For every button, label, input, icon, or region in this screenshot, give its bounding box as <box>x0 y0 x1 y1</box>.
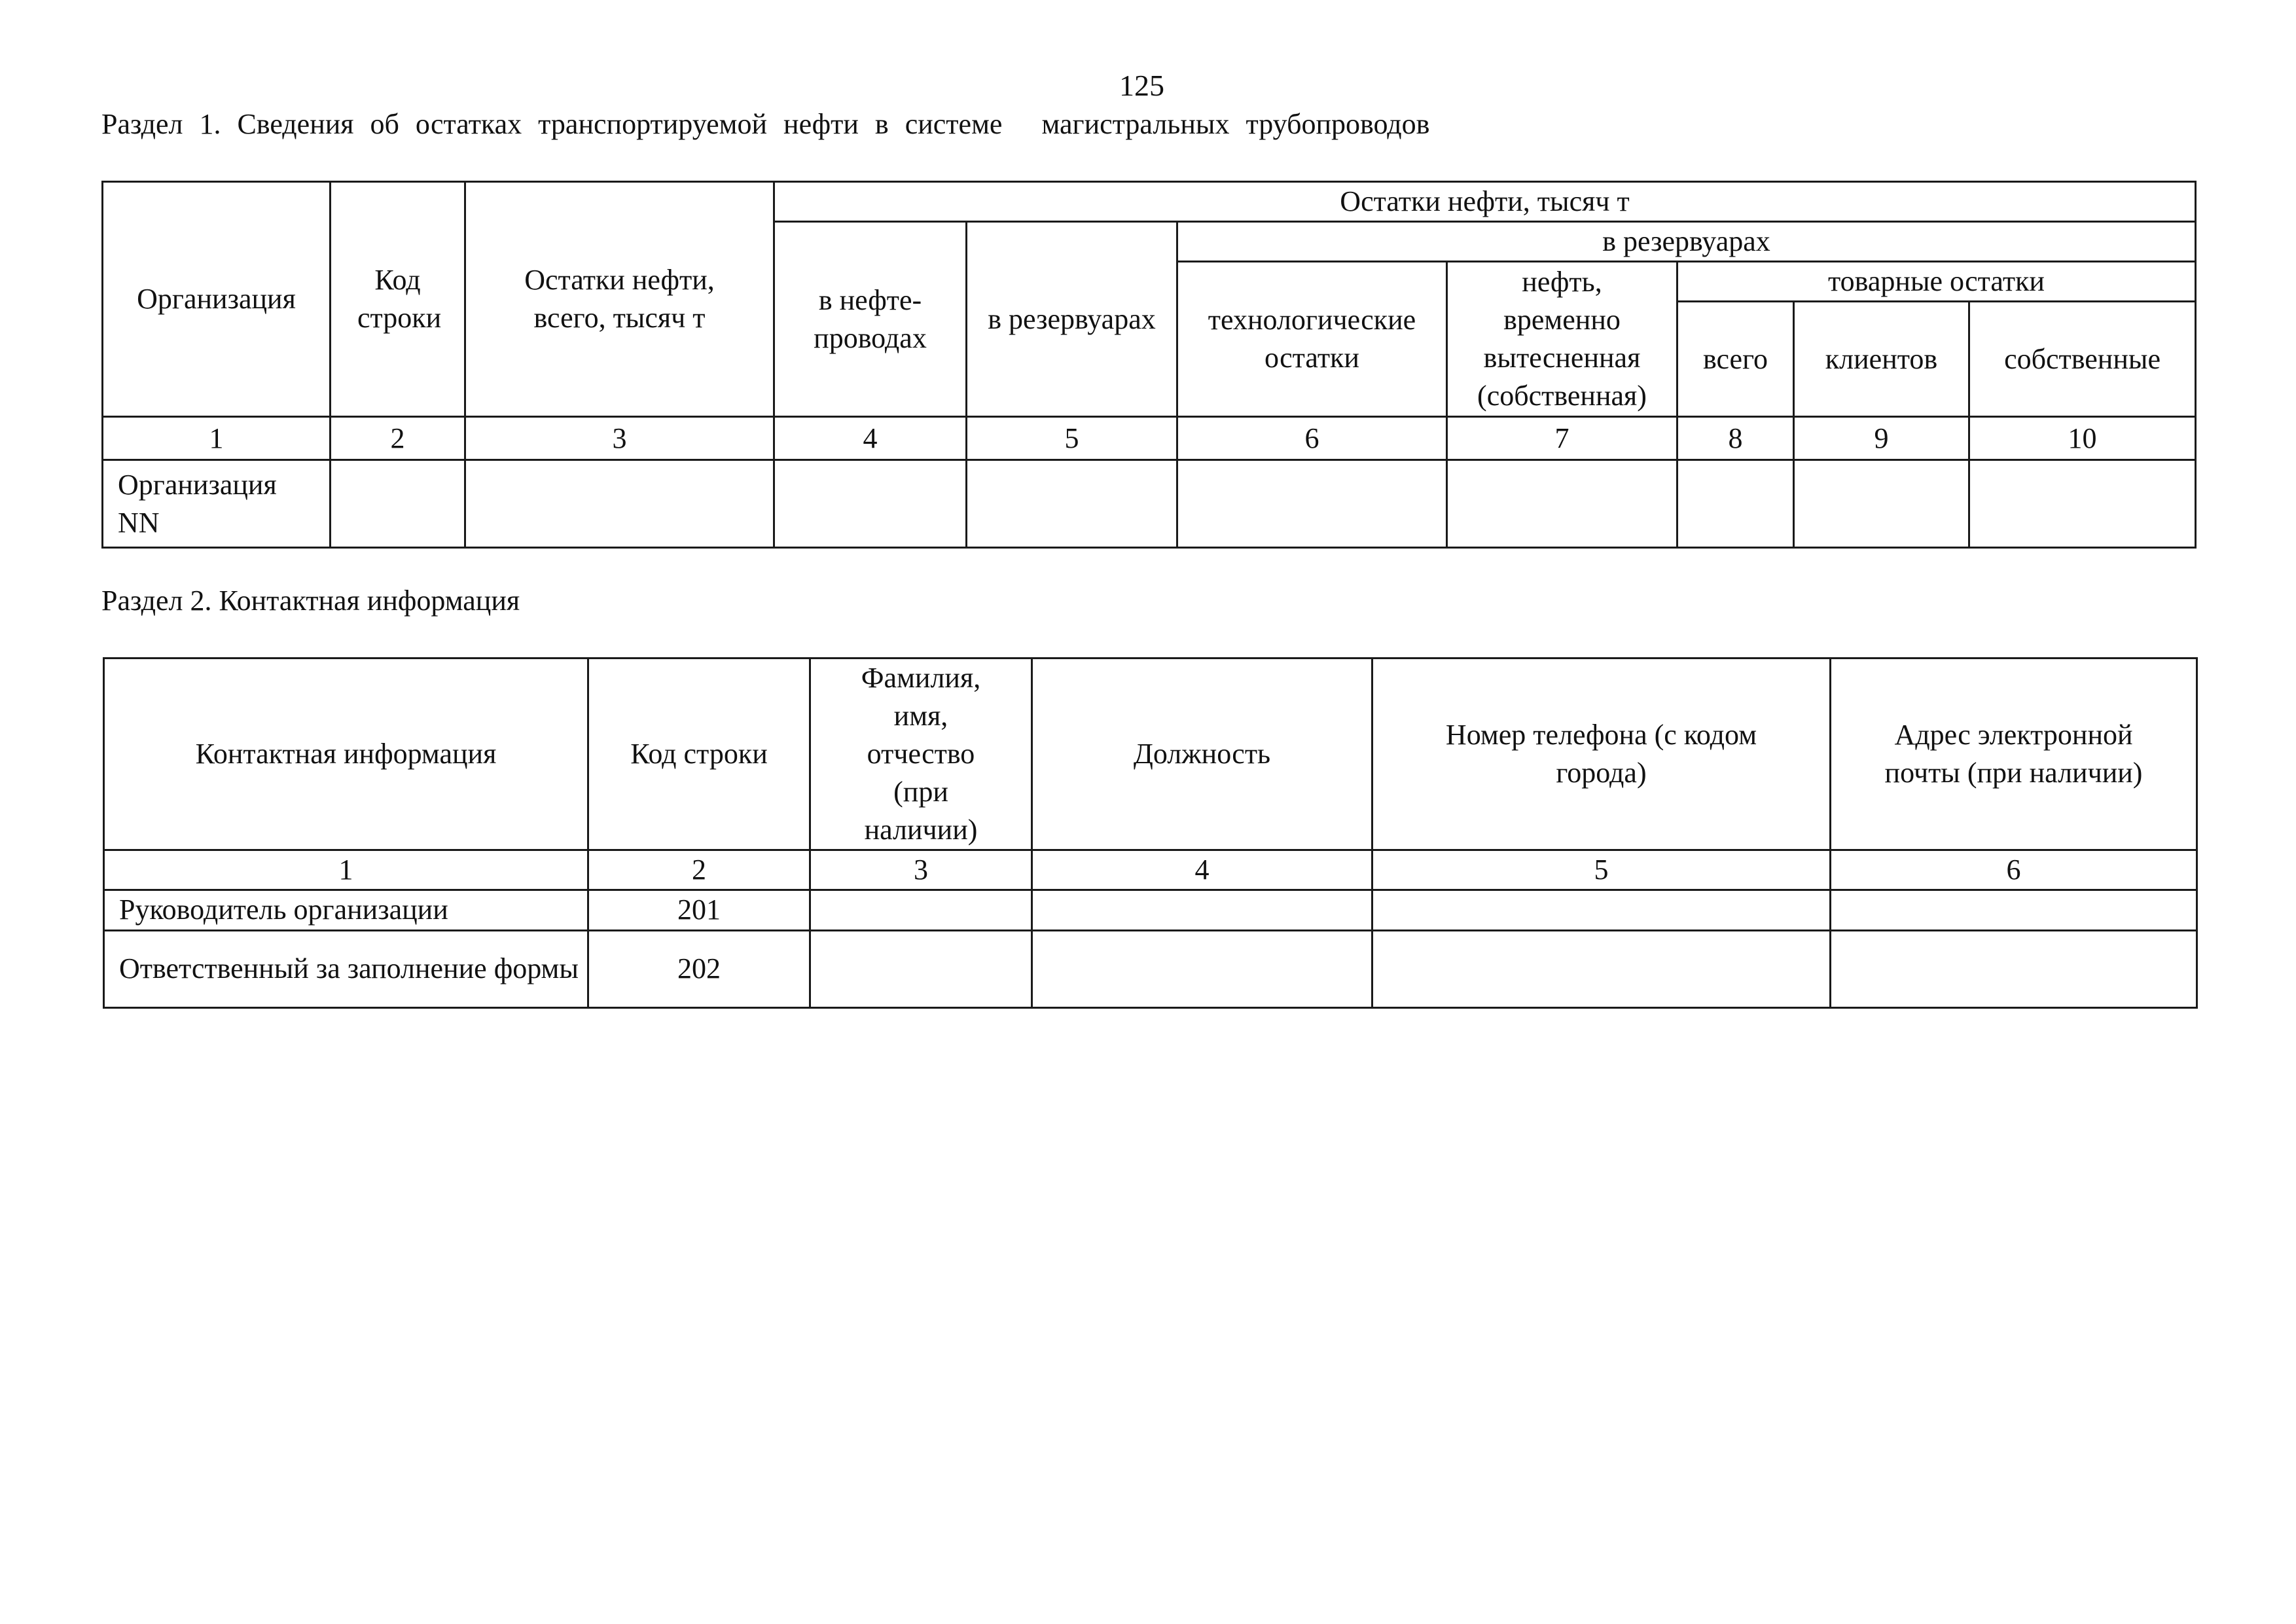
column-number: 1 <box>104 850 588 890</box>
page-number: 125 <box>1119 69 1164 102</box>
column-number: 5 <box>967 417 1177 460</box>
cell-email[interactable] <box>1831 890 2197 930</box>
header-total: всего <box>1677 302 1794 417</box>
header-commodity-group: товарные остатки <box>1677 262 2196 302</box>
row-label-responsible-person: Ответственный за заполнение формы <box>104 930 588 1007</box>
cell-total-remains[interactable] <box>465 460 774 548</box>
cell-technological[interactable] <box>1177 460 1447 548</box>
header-in-reservoirs: в резервуарах <box>967 222 1177 417</box>
column-number: 4 <box>1032 850 1372 890</box>
column-number: 7 <box>1447 417 1677 460</box>
row-label-head-of-organization: Руководитель организации <box>104 890 588 930</box>
row-code: 202 <box>588 930 810 1007</box>
section-1-heading-main: Раздел 1. Сведения об остатках транспортируемой нефти в системе <box>101 108 1003 140</box>
cell-line-code[interactable] <box>331 460 465 548</box>
header-email: Адрес электронной почты (при наличии) <box>1831 659 2197 850</box>
header-full-name: Фамилия, имя, отчество (при наличии) <box>810 659 1032 850</box>
header-phone: Номер телефона (с кодом города) <box>1372 659 1831 850</box>
row-code: 201 <box>588 890 810 930</box>
cell-full-name[interactable] <box>810 930 1032 1007</box>
header-displaced: нефть, временно вытесненная (собственная) <box>1447 262 1677 417</box>
contact-info-table <box>103 657 2198 1009</box>
section-1-heading-tail: магистральных трубопроводов <box>1041 108 1430 140</box>
header-total-remains: Остатки нефти, всего, тысяч т <box>465 182 774 417</box>
header-line-code: Код строки <box>331 182 465 417</box>
column-number: 9 <box>1794 417 1969 460</box>
section-1-heading <box>101 110 1429 139</box>
cell-own[interactable] <box>1969 460 2196 548</box>
column-number: 3 <box>465 417 774 460</box>
section-2-heading: Раздел 2. Контактная информация <box>101 585 520 617</box>
column-number: 2 <box>331 417 465 460</box>
header-in-reservoirs-group: в резервуарах <box>1177 222 2196 262</box>
cell-phone[interactable] <box>1372 930 1831 1007</box>
column-number: 8 <box>1677 417 1794 460</box>
cell-email[interactable] <box>1831 930 2197 1007</box>
column-number: 6 <box>1177 417 1447 460</box>
cell-phone[interactable] <box>1372 890 1831 930</box>
cell-displaced[interactable] <box>1447 460 1677 548</box>
header-organization: Организация <box>103 182 331 417</box>
header-contact-info: Контактная информация <box>104 659 588 850</box>
cell-position[interactable] <box>1032 930 1372 1007</box>
cell-clients[interactable] <box>1794 460 1969 548</box>
oil-remains-table <box>101 181 2197 549</box>
header-line-code: Код строки <box>588 659 810 850</box>
header-technological: технологические остатки <box>1177 262 1447 417</box>
column-number: 2 <box>588 850 810 890</box>
column-number: 3 <box>810 850 1032 890</box>
cell-commodity-total[interactable] <box>1677 460 1794 548</box>
column-number: 6 <box>1831 850 2197 890</box>
row-organization-name: Организация NN <box>103 460 331 548</box>
cell-full-name[interactable] <box>810 890 1032 930</box>
cell-position[interactable] <box>1032 890 1372 930</box>
header-remains-group: Остатки нефти, тысяч т <box>774 182 2196 222</box>
column-number: 10 <box>1969 417 2196 460</box>
header-position: Должность <box>1032 659 1372 850</box>
header-own: собственные <box>1969 302 2196 417</box>
header-clients: клиентов <box>1794 302 1969 417</box>
column-number: 1 <box>103 417 331 460</box>
header-in-pipelines: в нефте-проводах <box>774 222 967 417</box>
column-number: 5 <box>1372 850 1831 890</box>
cell-in-reservoirs[interactable] <box>967 460 1177 548</box>
column-number: 4 <box>774 417 967 460</box>
cell-in-pipelines[interactable] <box>774 460 967 548</box>
